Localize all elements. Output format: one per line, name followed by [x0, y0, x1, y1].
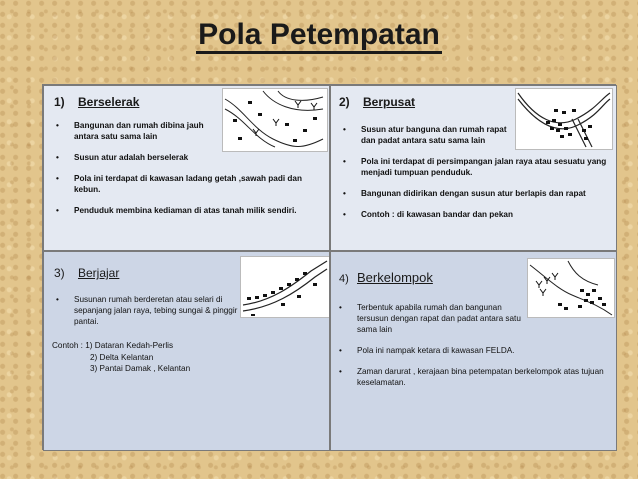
berpusat-label: Berpusat	[363, 95, 416, 109]
list-item: • Terbentuk apabila rumah dan bangunan tersusun dengan rapat dan padat antara satu sama lain	[335, 302, 527, 335]
berjajar-label: Berjajar	[78, 266, 120, 280]
nucleated-settlement-map	[515, 88, 613, 150]
list-item: • Contoh : di kawasan bandar dan pekan	[339, 209, 609, 220]
berjajar-panel	[43, 251, 330, 451]
berkelompok-panel	[330, 251, 617, 451]
list-item: • Penduduk membina kediaman di atas tanah milik sendiri.	[52, 205, 322, 216]
berjajar-bullets	[52, 294, 242, 337]
berjajar-examples	[52, 340, 190, 375]
berpusat-panel	[330, 85, 617, 251]
list-item: • Pola ini terdapat di kawasan ladang getah ,sawah padi dan kebun.	[52, 173, 304, 195]
linear-settlement-map	[240, 256, 330, 318]
settlement-pattern-grid	[42, 84, 616, 450]
list-item: • Bangunan dan rumah dibina jauh antara satu sama lain	[52, 120, 214, 142]
list-item: • Susunan rumah berderetan atau selari di sepanjang jalan raya, tebing sungai & pinggir pantai.	[52, 294, 242, 327]
berkelompok-number: 4)	[339, 273, 349, 285]
berkelompok-label: Berkelompok	[357, 270, 433, 285]
berpusat-heading	[339, 95, 415, 109]
berjajar-number: 3)	[54, 266, 65, 280]
berselerak-panel	[43, 85, 330, 251]
berselerak-number: 1)	[54, 95, 65, 109]
clustered-settlement-map	[527, 258, 615, 318]
berpusat-number: 2)	[339, 95, 350, 109]
contoh-label: Contoh :	[52, 341, 83, 350]
list-item: • Zaman darurat , kerajaan bina petempatan berkelompok atas tujuan keselamatan.	[335, 366, 610, 388]
list-item: • Bangunan didirikan dengan susun atur berlapis dan rapat	[339, 188, 609, 199]
example-item: 1) Dataran Kedah-Perlis	[85, 341, 174, 350]
example-item: 3) Pantai Damak , Kelantan	[90, 364, 191, 373]
berkelompok-heading	[339, 270, 433, 285]
scattered-settlement-map	[222, 88, 328, 152]
list-item: • Susun atur adalah berselerak	[52, 152, 322, 163]
berselerak-label: Berselerak	[78, 95, 140, 109]
list-item: • Pola ini terdapat di persimpangan jalan raya atau sesuatu yang menjadi tumpuan penduduk.	[339, 156, 609, 178]
example-item: 2) Delta Kelantan	[90, 352, 154, 362]
list-item: • Susun atur banguna dan rumah rapat dan padat antara satu sama lain	[339, 124, 521, 146]
berjajar-heading	[54, 266, 119, 280]
berselerak-heading	[54, 95, 139, 109]
page-title: Pola Petempatan	[0, 18, 638, 52]
list-item: • Pola ini nampak ketara di kawasan FELDA.	[335, 345, 610, 356]
